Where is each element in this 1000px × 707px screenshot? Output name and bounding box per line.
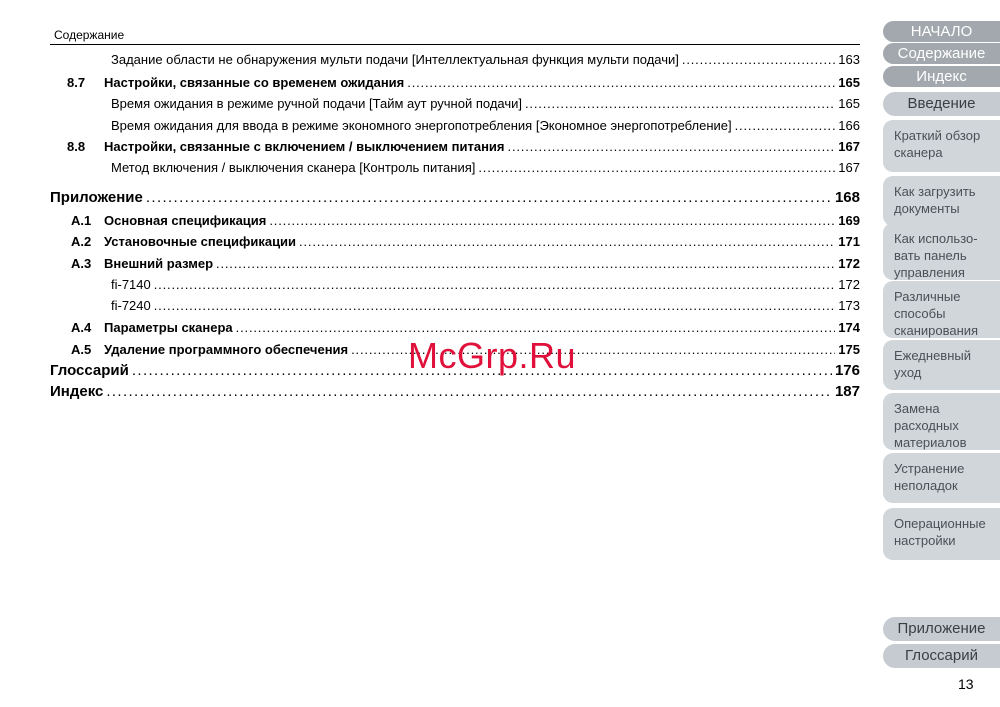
nav-label-line: вать панель [894,248,967,263]
nav-scanning-methods[interactable] [883,281,1000,338]
nav-intro-button[interactable]: Введение [883,92,1000,116]
toc-title: Приложение [50,189,143,206]
toc-page: 173 [838,298,860,313]
toc-page: 171 [838,234,860,249]
nav-operator-panel[interactable] [883,223,1000,280]
dot-leader [154,298,836,313]
dot-leader [154,277,836,292]
toc-entry[interactable] [50,213,860,228]
toc-page: 165 [838,96,860,111]
toc-title: Параметры сканера [104,320,233,335]
nav-label-line: неполадок [894,478,958,493]
toc-entry[interactable] [50,139,860,154]
toc-title: Удаление программного обеспечения [104,342,349,357]
nav-label-line: Как загрузить [894,184,976,199]
toc-title: Задание области не обнаружения мульти подачи [Интеллектуальная функция мульти подачи] [111,52,679,67]
dot-leader [269,213,835,228]
header-label: Содержание [54,28,125,42]
toc-title: Глоссарий [50,362,129,379]
nav-label-line: Устранение [894,461,965,476]
toc-title: fi-7240 [111,298,151,313]
nav-start-button[interactable]: НАЧАЛО [883,21,1000,42]
toc-entry[interactable] [50,277,860,292]
toc-title: Время ожидания в режиме ручной подачи [Тайм аут ручной подачи] [111,96,522,111]
dot-leader [735,118,836,133]
toc-page: 166 [838,118,860,133]
dot-leader [407,75,835,90]
nav-daily-care[interactable] [883,340,1000,390]
toc-number: 8.8 [67,139,86,154]
nav-label-line: документы [894,201,960,216]
nav-label-line: Операционные [894,516,986,531]
dot-leader [106,383,832,400]
nav-label-line: уход [894,365,922,380]
dot-leader [236,320,836,335]
toc-page: 163 [838,52,860,67]
toc-number: A.1 [71,213,92,228]
toc-page: 165 [838,75,860,90]
toc-title: Индекс [50,383,104,400]
dot-leader [525,96,835,111]
toc-number: A.5 [71,342,92,357]
nav-troubleshooting[interactable] [883,453,1000,503]
watermark: McGrp.Ru [408,335,577,376]
dot-leader [508,139,836,154]
toc-entry[interactable] [50,383,860,400]
toc-page: 187 [834,383,860,400]
nav-contents-button[interactable]: Содержание [883,43,1000,64]
nav-label-line: расходных [894,418,959,433]
toc-entry[interactable] [50,189,860,206]
nav-appendix-button[interactable]: Приложение [883,617,1000,641]
toc-page: 175 [838,342,860,357]
nav-index-button[interactable]: Индекс [883,66,1000,87]
toc-number: A.4 [71,320,92,335]
nav-label-line: сканирования [894,323,979,338]
nav-label-line: материалов [894,435,967,450]
nav-consumables[interactable] [883,393,1000,450]
nav-label-line: настройки [894,533,956,548]
nav-label-line: Как использо- [894,231,978,246]
toc-entry[interactable] [50,160,860,175]
toc-title: Настройки, связанные со временем ожидания [104,75,405,90]
toc-number: 8.7 [67,75,86,90]
toc-page: 172 [838,277,860,292]
dot-leader [216,256,835,271]
toc-title: Время ожидания для ввода в режиме экономного энергопотребления [Экономное энергопотребление] [111,118,732,133]
toc-entry[interactable] [50,234,860,249]
toc-number: A.2 [71,234,92,249]
toc-title: fi-7140 [111,277,151,292]
nav-label-line: Краткий обзор [894,128,981,143]
dot-leader [299,234,835,249]
nav-label-line: Ежедневный [894,348,971,363]
toc-page: 172 [838,256,860,271]
nav-operational-settings[interactable] [883,508,1000,560]
toc-entry[interactable] [50,118,860,133]
toc-title: Основная спецификация [104,213,267,228]
nav-label-line: Замена [894,401,940,416]
toc-page: 176 [834,362,860,379]
toc-page: 174 [838,320,860,335]
toc-entry[interactable] [50,52,860,67]
dot-leader [146,189,832,206]
nav-label-line: управления [894,265,965,280]
nav-glossary-button[interactable]: Глоссарий [883,644,1000,668]
toc-entry[interactable] [50,256,860,271]
dot-leader [682,52,835,67]
toc-title: Внешний размер [104,256,214,271]
toc-number: A.3 [71,256,92,271]
header-rule [50,44,860,45]
dot-leader [478,160,835,175]
toc-title: Установочные спецификации [104,234,297,249]
nav-label-line: Различные [894,289,961,304]
toc-page: 167 [838,160,860,175]
toc-entry[interactable] [50,320,860,335]
toc-entry[interactable] [50,75,860,90]
toc-title: Метод включения / выключения сканера [Контроль питания] [111,160,476,175]
nav-label-line: способы [894,306,946,321]
toc-page: 167 [838,139,860,154]
page-number: 13 [958,676,974,692]
nav-load-documents[interactable] [883,176,1000,226]
nav-scanner-overview[interactable] [883,120,1000,172]
toc-entry[interactable] [50,298,860,313]
toc-page: 168 [834,189,860,206]
toc-title: Настройки, связанные с включением / выключением питания [104,139,505,154]
toc-entry[interactable] [50,96,860,111]
toc-page: 169 [838,213,860,228]
nav-label-line: сканера [894,145,943,160]
